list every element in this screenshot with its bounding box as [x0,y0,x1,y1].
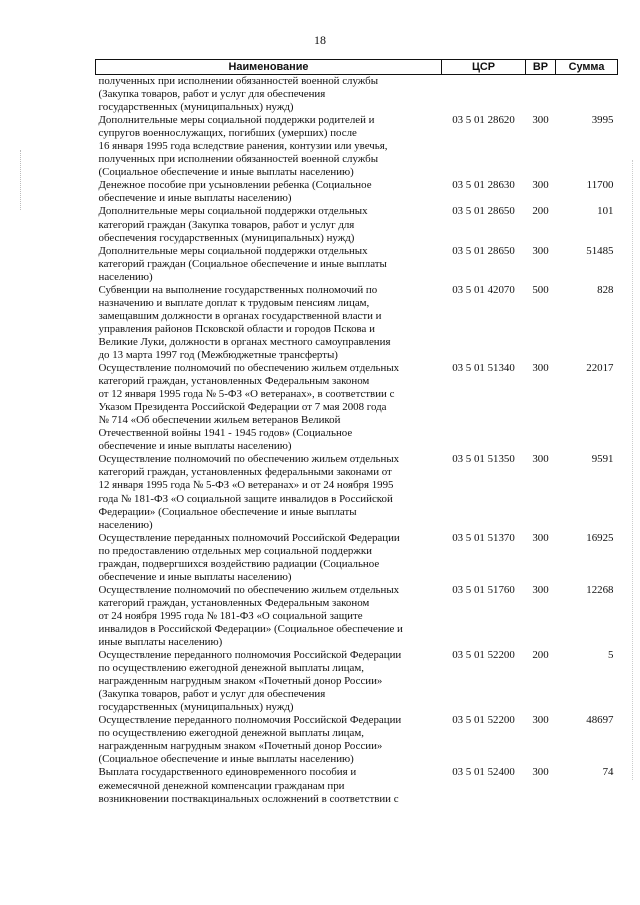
row-vr-cell: 300 [532,179,549,192]
row-name-cell [96,649,442,714]
row-vr-cell: 300 [532,766,549,779]
table-row [96,114,618,179]
row-sum-cell: 3995 [591,114,614,127]
table-header-row [96,60,618,75]
header-csr: ЦСР [442,60,526,75]
row-name-cell [96,766,442,805]
row-name-cell [96,584,442,649]
row-sum-cell: 101 [597,205,614,218]
row-name-line: Дополнительные меры социальной поддержки отдельных [98,244,368,257]
header-name: Наименование [96,60,442,75]
row-name-line: (Социальное обеспечение и иные выплаты населению) [98,753,354,766]
row-vr-cell: 300 [532,453,549,466]
row-vr-cell: 300 [532,114,549,127]
row-name-cell [96,453,442,531]
row-name-line: (Закупка товаров, работ и услуг для обеспечения [98,688,326,701]
row-name-line: Осуществление полномочий по обеспечению жильем отдельных [98,362,400,375]
table-row [96,584,618,649]
row-name-cell [96,362,442,453]
row-vr-cell: 500 [532,283,549,296]
table-row [96,362,618,453]
row-name-line: Указом Президента Российской Федерации от 7 мая 2008 года [98,401,387,414]
row-name-line: замещавшим должности в органах государственной власти и [98,309,382,322]
row-sum-cell: 74 [602,766,614,779]
row-csr-cell: 03 5 01 51350 [452,453,515,466]
header-sum: Сумма [556,60,618,75]
row-csr-cell: 03 5 01 52400 [452,766,515,779]
row-name-cell [96,245,442,284]
table-body [96,75,618,806]
row-name-line: государственных (муниципальных) нужд) [98,101,294,114]
row-name-line: 12 января 1995 года № 5-ФЗ «О ветеранах» и от 24 ноября 1995 [98,479,394,492]
row-name-line: года № 181-ФЗ «О социальной защите инвалидов в Российской [98,492,393,505]
table-row [96,75,618,115]
row-name-line: категорий граждан, установленных Федеральным законом [98,375,370,388]
table-row [96,179,618,205]
row-name-line: Осуществление полномочий по обеспечению жильем отдельных [98,453,400,466]
budget-table [95,59,618,806]
row-name-line: Дополнительные меры социальной поддержки родителей и [98,114,375,127]
row-name-line: государственных (муниципальных) нужд) [98,701,294,714]
table-row [96,649,618,714]
row-csr-cell: 03 5 01 28650 [452,244,515,257]
scan-margin-mark [20,150,22,210]
row-name-line: супругов военнослужащих, погибших (умерших) после [98,127,357,140]
row-name-line: возникновении поствакцинальных осложнений в соответствии с [98,792,399,805]
row-name-line: иные выплаты населению) [98,636,223,649]
row-name-line: от 24 ноября 1995 года № 181-ФЗ «О социальной защите [98,609,363,622]
table-row [96,766,618,805]
row-sum-cell: 16925 [586,531,614,544]
scan-margin-mark [632,160,634,780]
row-name-line: от 12 января 1995 года № 5-ФЗ «О ветеранах», в соответствии с [98,388,395,401]
header-vr: ВР [526,60,556,75]
row-vr-cell: 300 [532,583,549,596]
table-row [96,284,618,362]
row-name-line: по осуществлению ежегодной денежной выплаты лицам, [98,662,364,675]
row-name-line: категорий граждан, установленных федеральными законами от [98,466,392,479]
row-csr-cell: 03 5 01 51760 [452,583,515,596]
row-name-line: полученных при исполнении обязанностей военной службы [98,75,379,87]
row-sum-cell: 11700 [586,179,614,192]
row-vr-cell: 300 [532,362,549,375]
row-name-cell [96,114,442,179]
row-sum-cell: 51485 [586,244,614,257]
row-name-line: (Социальное обеспечение и иные выплаты населению) [98,166,354,179]
row-name-cell [96,179,442,205]
row-vr-cell: 300 [532,244,549,257]
row-sum-cell: 48697 [586,714,614,727]
row-sum-cell [556,75,618,115]
row-name-line: населению) [98,270,153,283]
row-name-line: Осуществление переданного полномочия Российской Федерации [98,714,402,727]
row-name-line: обеспечение и иные выплаты населению) [98,440,292,453]
row-name-line: категорий граждан, установленных Федеральным законом [98,596,370,609]
row-name-line: Великие Луки, должности в органах местного самоуправления [98,335,391,348]
row-name-cell [96,75,442,115]
row-sum-cell: 22017 [586,362,614,375]
row-name-cell [96,532,442,584]
row-csr-cell: 03 5 01 42070 [452,283,515,296]
row-vr-cell: 200 [532,649,549,662]
row-name-line: обеспечение и иные выплаты населению) [98,570,292,583]
row-csr-cell: 03 5 01 52200 [452,714,515,727]
row-sum-cell: 828 [597,283,614,296]
row-name-line: Дополнительные меры социальной поддержки отдельных [98,205,368,218]
row-name-line: Денежное пособие при усыновлении ребенка (Социальное [98,179,372,192]
row-csr-cell: 03 5 01 52200 [452,649,515,662]
row-name-line: обеспечения государственных (муниципальных) нужд) [98,231,355,244]
row-sum-cell: 9591 [591,453,614,466]
row-name-line: Осуществление полномочий по обеспечению жильем отдельных [98,583,400,596]
row-name-cell [96,205,442,244]
row-csr-cell [442,75,526,115]
row-name-line: Осуществление переданного полномочия Российской Федерации [98,649,402,662]
page-number: 18 [314,33,326,47]
table-row [96,453,618,531]
row-name-line: награжденным нагрудным знаком «Почетный донор России» [98,740,383,753]
row-name-line: граждан, подвергшихся воздействию радиации (Социальное [98,557,380,570]
row-name-line: до 13 марта 1997 год (Межбюджетные трансферты) [98,348,338,361]
row-name-line: (Закупка товаров, работ и услуг для обеспечения [98,88,326,101]
row-name-line: ежемесячной денежной компенсации гражданам при [98,779,345,792]
row-name-line: обеспечение и иные выплаты населению) [98,192,292,205]
row-name-line: по осуществлению ежегодной денежной выплаты лицам, [98,727,364,740]
row-csr-cell: 03 5 01 28630 [452,179,515,192]
row-name-line: управления районов Псковской области и городов Пскова и [98,322,375,335]
row-name-line: № 714 «Об обеспечении жильем ветеранов Великой [98,414,341,427]
row-name-line: Субвенции на выполнение государственных полномочий по [98,283,378,296]
row-vr-cell: 200 [532,205,549,218]
row-vr-cell: 300 [532,531,549,544]
row-name-cell [96,714,442,766]
row-name-line: награжденным нагрудным знаком «Почетный донор России» [98,675,383,688]
row-name-line: инвалидов в Российской Федерации» (Социальное обеспечение и [98,622,403,635]
row-csr-cell: 03 5 01 28650 [452,205,515,218]
row-name-line: категорий граждан (Закупка товаров, работ и услуг для [98,218,355,231]
row-name-line: Выплата государственного единовременного пособия и [98,766,357,779]
table-row [96,245,618,284]
row-sum-cell: 5 [608,649,614,662]
row-name-line: по предоставлению отдельных мер социальной поддержки [98,544,373,557]
row-sum-cell: 12268 [586,583,614,596]
row-name-line: полученных при исполнении обязанностей военной службы [98,153,379,166]
row-name-line: Осуществление переданных полномочий Российской Федерации [98,531,400,544]
row-name-line: назначению и выплате доплат к трудовым пенсиям лицам, [98,296,370,309]
table-row [96,714,618,766]
row-vr-cell: 300 [532,714,549,727]
row-name-line: 16 января 1995 года вследствие ранения, контузии или увечья, [98,140,388,153]
row-csr-cell: 03 5 01 51370 [452,531,515,544]
row-name-cell [96,284,442,362]
table-row [96,205,618,244]
row-csr-cell: 03 5 01 28620 [452,114,515,127]
table-row [96,532,618,584]
row-name-line: Отечественной войны 1941 - 1945 годов» (Социальное [98,427,353,440]
row-vr-cell [526,75,556,115]
row-csr-cell: 03 5 01 51340 [452,362,515,375]
row-name-line: Федерации» (Социальное обеспечение и иные выплаты [98,505,357,518]
row-name-line: категорий граждан (Социальное обеспечение и иные выплаты [98,257,387,270]
row-name-line: населению) [98,518,153,531]
